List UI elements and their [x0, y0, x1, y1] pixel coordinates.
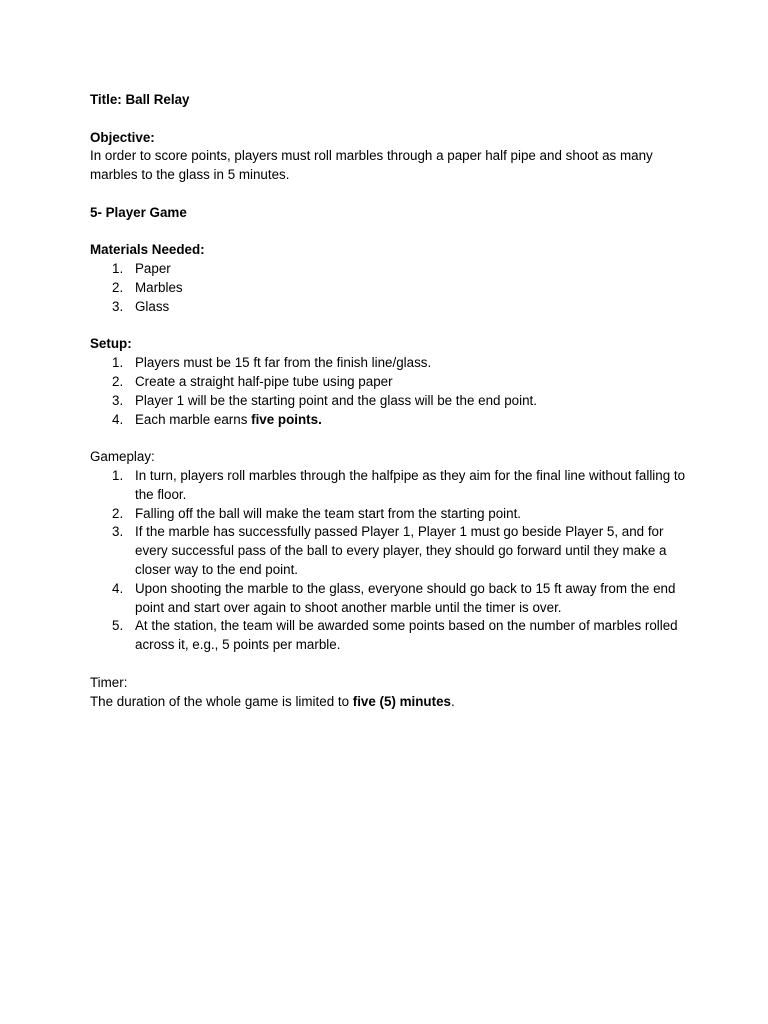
list-item: 3. Player 1 will be the starting point and the glass will be the end point.: [112, 392, 537, 408]
timer-text: [90, 693, 690, 712]
list-item: 4. Upon shooting the marble to the glass, everyone should go back to 15 ft away from the end point and start over again to shoot another marble until the timer is over.: [112, 580, 676, 615]
list-item: 5. At the station, the team will be awarded some points based on the number of marbles rolled across it, e.g., 5 points per marble.: [112, 618, 678, 653]
gameplay-item-3: If the marble has successfully passed Player 1, Player 1 must go beside Player 5, and for every successful pass of the ball to every player, they should go forward until they make a closer way to the end point.: [135, 524, 667, 577]
list-item: 1. In turn, players roll marbles through the halfpipe as they aim for the final line without falling to the floor.: [112, 467, 686, 502]
gameplay-list: [90, 467, 690, 655]
gameplay-item-2: Falling off the ball will make the team start from the starting point.: [135, 505, 522, 521]
list-item: 2. Marbles: [112, 279, 183, 295]
timer-text-suffix: .: [450, 693, 455, 709]
document-title: Title: Ball Relay: [90, 92, 190, 107]
setup-list: [90, 354, 690, 429]
setup-heading: Setup:: [90, 336, 132, 352]
gameplay-item-4: Upon shooting the marble to the glass, everyone should go back to 15 ft away from the end point and start over again to shoot another marble until the timer is over.: [135, 580, 676, 615]
objective-heading: Objective:: [90, 129, 155, 145]
setup-item-3: Player 1 will be the starting point and the glass will be the end point.: [135, 392, 537, 408]
list-item: 4. Each marble earns five points.: [112, 411, 322, 427]
materials-item-paper: Paper: [135, 261, 171, 277]
setup-item-4-bold: five points.: [251, 411, 322, 427]
timer-text-bold: five (5) minutes: [352, 693, 451, 709]
setup-item-4-prefix: Each marble earns: [135, 411, 252, 427]
materials-item-glass: Glass: [135, 298, 170, 314]
setup-item-1: Players must be 15 ft far from the finish line/glass.: [135, 355, 432, 371]
gameplay-item-1: In turn, players roll marbles through the halfpipe as they aim for the final line without falling to the floor.: [135, 467, 686, 502]
list-item: 3. If the marble has successfully passed Player 1, Player 1 must go beside Player 5, and for every successful pass of the ball to every player, they should go forward until they make a closer way to the end point.: [112, 524, 667, 577]
gameplay-heading: Gameplay:: [90, 449, 155, 465]
materials-list: [90, 260, 690, 316]
list-item: 1. Players must be 15 ft far from the finish line/glass.: [112, 355, 432, 371]
player-count-heading: 5- Player Game: [90, 204, 187, 220]
document-page: [90, 91, 690, 711]
list-item: 3. Glass: [112, 298, 170, 314]
setup-item-2: Create a straight half-pipe tube using paper: [135, 373, 393, 389]
list-item: 1. Paper: [112, 261, 171, 277]
list-item: 2. Create a straight half-pipe tube using paper: [112, 373, 393, 389]
materials-item-marbles: Marbles: [135, 279, 183, 295]
objective-text: In order to score points, players must roll marbles through a paper half pipe and shoot as many marbles to the glass in 5 minutes.: [90, 148, 653, 183]
gameplay-item-5: At the station, the team will be awarded some points based on the number of marbles rolled across it, e.g., 5 points per marble.: [135, 618, 678, 653]
timer-heading: Timer:: [90, 674, 128, 690]
materials-heading: Materials Needed:: [90, 242, 205, 258]
list-item: 2. Falling off the ball will make the team start from the starting point.: [112, 505, 522, 521]
timer-text-prefix: The duration of the whole game is limited to: [90, 693, 353, 709]
